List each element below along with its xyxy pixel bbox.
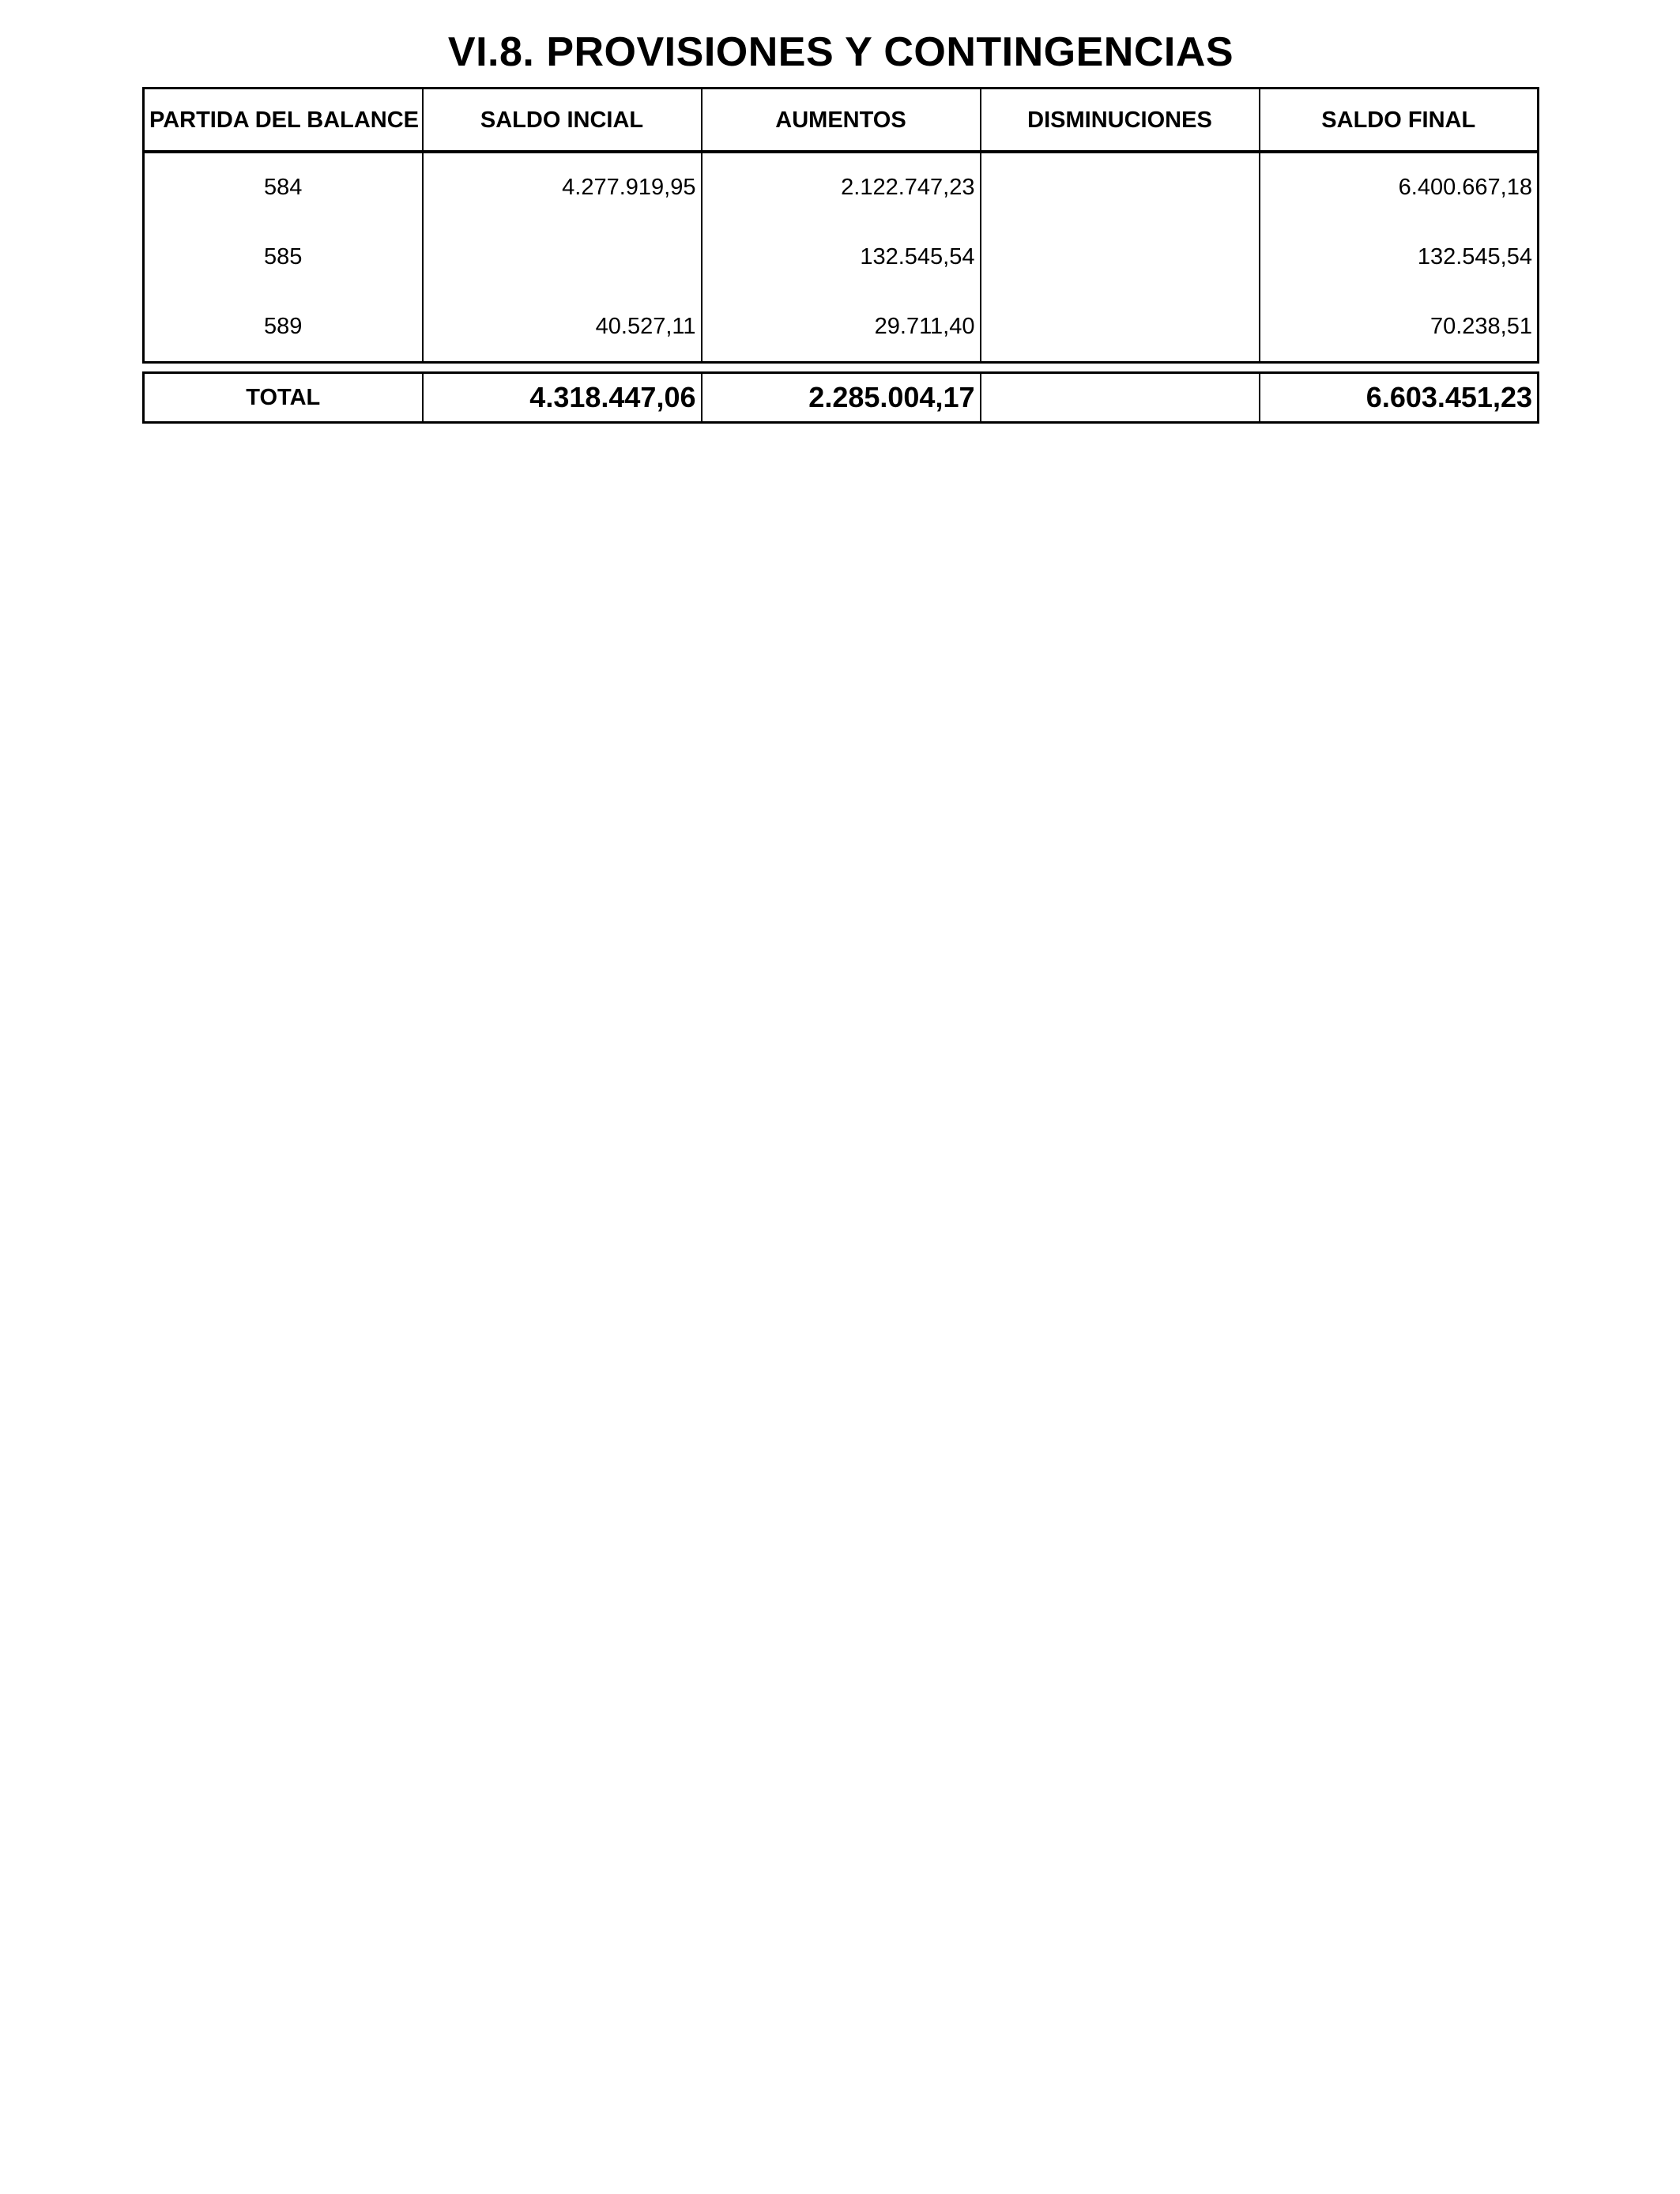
cell-saldo-inicial: 4.277.919,95 xyxy=(423,152,702,223)
total-saldo-inicial: 4.318.447,06 xyxy=(423,373,702,423)
total-label: TOTAL xyxy=(144,373,423,423)
header-saldo-final: SALDO FINAL xyxy=(1260,89,1539,153)
cell-aumentos: 2.122.747,23 xyxy=(702,152,981,223)
provisions-table-body xyxy=(142,150,1539,364)
cell-partida: 585 xyxy=(144,222,423,292)
cell-saldo-inicial: 40.527,11 xyxy=(423,292,702,363)
provisions-table-total xyxy=(142,371,1539,424)
cell-saldo-final: 70.238,51 xyxy=(1260,292,1539,363)
table-row xyxy=(144,292,1539,363)
cell-saldo-final: 132.545,54 xyxy=(1260,222,1539,292)
header-disminuciones: DISMINUCIONES xyxy=(981,89,1260,153)
total-row xyxy=(144,373,1539,423)
cell-disminuciones xyxy=(981,222,1260,292)
page-title: VI.8. PROVISIONES Y CONTINGENCIAS xyxy=(447,29,1234,75)
cell-aumentos: 132.545,54 xyxy=(702,222,981,292)
cell-disminuciones xyxy=(981,292,1260,363)
total-disminuciones xyxy=(981,373,1260,423)
header-partida-del-balance: PARTIDA DEL BALANCE xyxy=(144,89,423,153)
cell-saldo-inicial xyxy=(423,222,702,292)
header-aumentos: AUMENTOS xyxy=(702,89,981,153)
table-row xyxy=(144,152,1539,223)
cell-aumentos: 29.711,40 xyxy=(702,292,981,363)
cell-saldo-final: 6.400.667,18 xyxy=(1260,152,1539,223)
table-row xyxy=(144,222,1539,292)
header-saldo-inicial: SALDO INCIAL xyxy=(423,89,702,153)
cell-partida: 589 xyxy=(144,292,423,363)
total-aumentos: 2.285.004,17 xyxy=(702,373,981,423)
provisions-table-header xyxy=(142,87,1539,153)
header-row xyxy=(144,89,1539,153)
cell-disminuciones xyxy=(981,152,1260,223)
total-saldo-final: 6.603.451,23 xyxy=(1260,373,1539,423)
cell-partida: 584 xyxy=(144,152,423,223)
